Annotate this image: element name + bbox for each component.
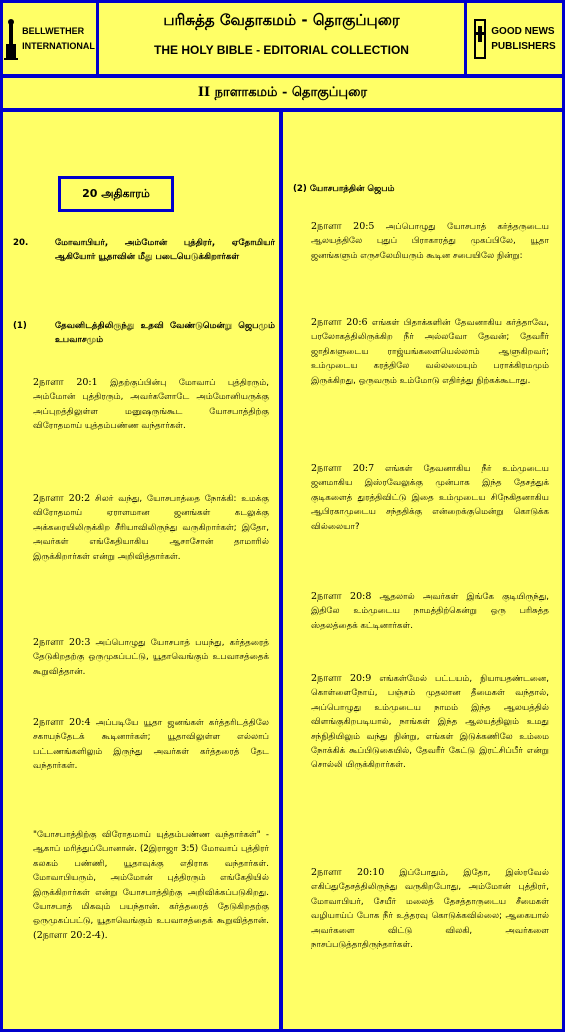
verse-text: எங்கள் தேவனாகிய நீர் உம்முடைய ஜனமாகிய இஸ்ரவேலுக்கு முன்பாக இந்த தேசத்துக் குடிகளைத் துரத்திவிட்டு இதை உம்முடைய சிநேகிதனாகிய ஆபிரகாமுடைய சந்ததிக்கு என்றைக்குமென்று கொடுக்க வில்லையா? <box>311 464 550 532</box>
book-icon <box>473 18 487 60</box>
logo-line-1: GOOD NEWS <box>491 25 555 37</box>
verse-paragraph <box>33 636 269 679</box>
verse-text: அப்பொழுது யோசபாத் பயந்து, கர்த்தரைத் தேடுகிறதற்கு ஒருமுகப்பட்டு, யூதாவெங்கும் உபவாசத்தைக் கூறுவித்தான். <box>33 638 269 677</box>
commentary-ref: (2நாளா 20:2-4). <box>33 929 108 941</box>
commentary-paragraph <box>33 828 269 943</box>
right-column <box>283 112 562 1029</box>
section-number: 20. <box>13 238 29 248</box>
verse-text: அப்பொழுது யோசபாத் கர்த்தருடைய ஆலயத்திலே புதுப் பிராகாரத்து முகப்பிலே, யூதா ஜனங்களும் எருசலேமியரும் கூடின சபையிலே நின்று: <box>311 222 549 261</box>
verse-paragraph <box>311 462 549 534</box>
verse-text: ஆதலால் அவர்கள் இங்கே குடியிருந்து, இதிலே உம்முடைய நாமத்திற்கென்று ஒரு பரிசுத்த ஸ்தலத்தைக் கட்டினார்கள். <box>311 592 550 631</box>
title-english: THE HOLY BIBLE - EDITORIAL COLLECTION <box>154 43 409 57</box>
verse-paragraph <box>33 376 269 434</box>
book-subtitle-text: II நாளாகமம் - தொகுப்புரை <box>197 85 368 100</box>
verse-ref: 2நாளா 20:2 <box>33 493 91 504</box>
verse-text: அப்படியே யூதா ஜனங்கள் கர்த்தரிடத்திலே சகாயந்தேடக் கூடினார்கள்; யூதாவிலுள்ள எல்லாப் பட்டணங்களிலும் இருந்து அவர்கள் கர்த்தரைத் தேட வந்தார்கள். <box>33 718 270 772</box>
commentary-text: "யோசபாத்திற்கு விரோதமாய் யுத்தம்பண்ண வந்தார்கள்" - ஆகாப் மரித்துப்போனான். (2இராஜா 3:5) மோவாப் புத்திரர் கலகம் பண்ணி, யூதாவுக்கு எதிராக வந்தார்கள். மோவாபியரும், அம்மோன் புத்திரரும் எங்கேதியில் இருக்கிறார்கள் என்று யோசபாத்திற்கு அறிவிக்கப்படுகிறது. யோசபாத் மிகவும் பயந்தான். கர்த்தரைத் தேடுகிறதற்கு ஒருமுகப்பட்டு, யூதாவெங்கும் உபவாசத்தைக் கூறுவித்தான். <box>33 830 269 927</box>
verse-ref: 2நாளா 20:4 <box>33 717 91 728</box>
section-title: (2) யோசபாத்தின் ஜெபம் <box>293 184 395 194</box>
verse-paragraph <box>311 316 549 388</box>
verse-ref: 2நாளா 20:5 <box>311 221 375 232</box>
verse-paragraph <box>33 492 269 564</box>
title-block <box>99 3 464 74</box>
verse-ref: 2நாளா 20:10 <box>311 867 385 878</box>
verse-text: சிலர் வந்து, யோசபாத்தை நோக்கி: உமக்கு விரோதமாய் ஏராளமான ஜனங்கள் கடலுக்கு அக்கரையிலிருக்கிற சீரியாவிலிருந்து வருகிறார்கள்; இதோ, அவர்கள் எங்கேதியாகிய ஆசாசோன் தாமாரில் இருக்கிறார்கள் என்று அறிவித்தார்கள். <box>33 494 269 562</box>
verse-ref: 2நாளா 20:3 <box>33 637 91 648</box>
verse-ref: 2நாளா 20:9 <box>311 673 372 684</box>
verse-paragraph <box>311 866 549 952</box>
bellwether-logo <box>3 3 96 74</box>
left-column <box>3 112 279 1029</box>
verse-paragraph <box>33 716 269 774</box>
logo-line-2: INTERNATIONAL <box>22 40 95 51</box>
logo-line-2: PUBLISHERS <box>491 40 556 52</box>
verse-ref: 2நாளா 20:1 <box>33 377 98 388</box>
subsection-title: தேவனிடத்திலிருந்து உதவி வேண்டுமென்று ஜெபமும் உபவாசமும் <box>55 321 275 345</box>
logo-line-1: BELLWETHER <box>22 25 85 36</box>
goodnews-logo <box>467 3 562 74</box>
verse-ref: 2நாளா 20:8 <box>311 591 372 602</box>
verse-text: எங்கள் பிதாக்களின் தேவனாகிய கர்த்தாவே, பரலோகத்திலிருக்கிற நீர் அல்லவோ தேவன்; தேவரீர் ஜாதிகளுடைய ராஜ்யங்களையெல்லாம் ஆளுகிறவர்; உம்முடைய கரத்திலே வல்லமையும் பராக்கிரமமும் இருக்கிறது, ஒருவரும் உம்மோடு எதிர்த்து நிற்கக்கூடாது. <box>311 318 550 386</box>
subsection-number: (1) <box>13 321 27 331</box>
section-heading <box>13 236 275 264</box>
title-tamil: பரிசுத்த வேதாகமம் - தொகுப்புரை <box>163 11 400 29</box>
subsection-heading <box>13 319 275 347</box>
verse-text: எங்கள்மேல் பட்டயம், நியாயதண்டனை, கொள்ளைநோய், பஞ்சம் முதலான தீமைகள் வந்தால், அப்பொழுது உம்முடைய நாமம் இந்த ஆலயத்தில் விளங்குகிறபடியால், நாங்கள் இந்த ஆலயத்திலும் உமது சந்நிதியிலும் வந்து நின்று, எங்கள் இடுக்கணிலே உம்மை நோக்கிக் கூப்பிடுகையில், தேவரீர் கேட்டு இரட்சிப்பீர் என்று சொல்லி யிருக்கிறார்கள். <box>311 674 549 771</box>
verse-ref: 2நாளா 20:7 <box>311 463 375 474</box>
shepherd-icon <box>4 18 18 60</box>
verse-text: இப்போதும், இதோ, இஸ்ரவேல் எகிப்துதேசத்திலிருந்து வருகிறபோது, அம்மோன் புத்திரர், மோவாபியர், சேயீர் மலைத் தேசத்தாருடைய சீமைகள் வழியாய்ப் போக நீர் உத்தரவு கொடுக்கவில்லை; ஆகையால் அவர்களை விட்டு விலகி, அவர்களை நாசப்படுத்தாதிருந்தார்கள். <box>311 868 550 951</box>
verse-ref: 2நாளா 20:6 <box>311 317 368 328</box>
chapter-label-text: 20 அதிகாரம் <box>82 186 150 200</box>
verse-text: இதற்குப்பின்பு மோவாப் புத்திரரும், அம்மோன் புத்திரரும், அவர்களோடே அம்மோனியருக்கு அப்புறத்திலுள்ள மனுஷருங்கூட யோசபாத்திற்கு விரோதமாய் யுத்தம்பண்ண வந்தார்கள். <box>33 378 269 432</box>
verse-paragraph <box>311 672 549 773</box>
section-heading <box>293 182 555 196</box>
book-subtitle <box>3 78 562 108</box>
verse-paragraph <box>311 220 549 263</box>
verse-paragraph <box>311 590 549 633</box>
section-title: மோவாபியர், அம்மோன் புத்திரர், ஏதோமியர் ஆகியோர் யூதாவின் மீது படையெடுக்கிறார்கள் <box>55 238 275 262</box>
chapter-label <box>58 176 174 212</box>
